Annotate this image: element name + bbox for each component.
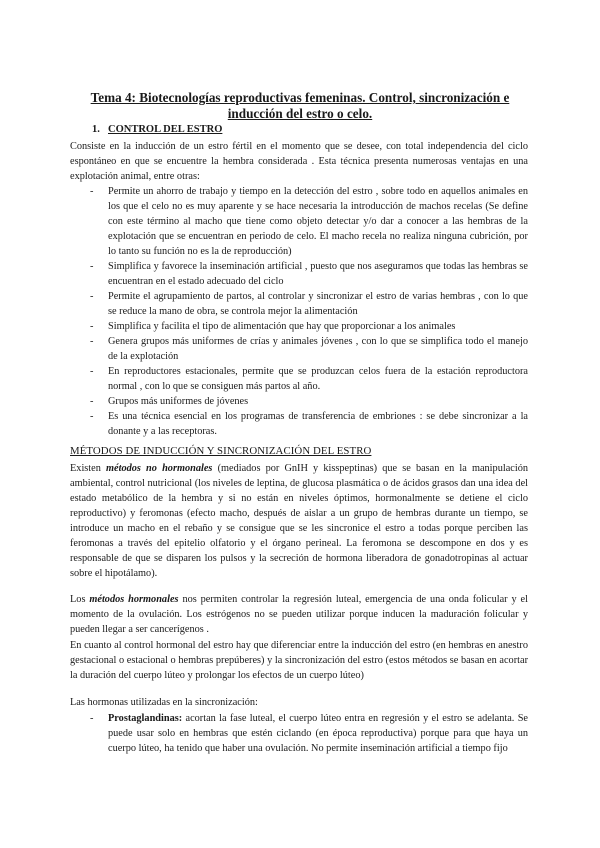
non-hormonal-paragraph: Existen métodos no hormonales (mediados por GnIH y kisspeptinas) que se basan en la manipulación ambiental, control nutricional (los niveles de leptina, de glucosa plasmática o de ácidos grasos dan una idea del estado metabólico de la hembra y si no están en niveles óptimos, hormonalmente se detiene el ciclo reproductivo) y feromonas (efecto macho, después de aislar a un grupo de hembras durante un tiempo, se introduce un macho en el rebaño y se consigue que se les sincronice el estro a todas porque perciben las feromonas a través del epitelio olfatorio y el órgano perineal. La feromona se descompone en dos y es responsable de que se disparen los pulsos y la secreción de hormona liberadora de gonadotropinas al actuar sobre el hipotálamo). (70, 463, 528, 579)
methods-heading: MÉTODOS DE INDUCCIÓN Y SINCRONIZACIÓN DEL ESTRO (70, 445, 372, 457)
hormonal-term: métodos hormonales (89, 594, 179, 605)
list-item: - Permite el agrupamiento de partos, al controlar y sincronizar el estro de varias hembras , con lo que se reduce la mano de obra, se controla mejor la alimentación (90, 291, 528, 317)
section-number: 1. (92, 124, 100, 135)
section-title: CONTROL DEL ESTRO (108, 124, 223, 135)
document-title: Tema 4: Biotecnologías reproductivas femeninas. Control, sincronización e inducción del estro o celo. (90, 90, 510, 121)
section-heading (92, 124, 222, 135)
hormones-list (90, 711, 528, 756)
list-item: - Genera grupos más uniformes de crías y animales jóvenes , con lo que se simplifica todo el manejo de la explotación (90, 336, 528, 362)
intro-paragraph: Consiste en la inducción de un estro fértil en el momento que se desee, con total independencia del ciclo espontáneo en que se encuentre la hembra considerada . Esta técnica presenta numerosas ventajas en una explotación animal, entre otras: (70, 141, 528, 182)
list-item: - Grupos más uniformes de jóvenes (90, 396, 249, 407)
advantages-list (90, 184, 528, 439)
list-item: - Permite un ahorro de trabajo y tiempo en la detección del estro , sobre todo en aquellos animales en los que el celo no es muy aparente y se hace necesaria la introducción de machos recelas (Se define con este término al macho que tiene como objeto detectar y/o dar a conocer a las hembras de la explotación que se encuentran en periodo de celo. El macho recela no realiza ninguna cubrición, por lo tanto su función no es la de reproducción) (90, 186, 528, 257)
list-item: - Prostaglandinas: acortan la fase luteal, el cuerpo lúteo entra en regresión y el estro se adelanta. Se puede usar solo en hembras que estén ciclando (en época reproductiva) porque para que haya un cuerpo lúteo, ha tenido que haber una ovulación. No permite inseminación artificial a tiempo fijo (90, 713, 528, 754)
hormonal-control-paragraph: En cuanto al control hormonal del estro hay que diferenciar entre la inducción del estro (en hembras en anestro gestacional o estacional o hembras prepúberes) y la sincronización del estro (estos métodos se basan en acortar la duración del cuerpo lúteo y prolongar los efectos de un cuerpo lúteo) (70, 640, 528, 681)
hormonal-paragraph: Los métodos hormonales nos permiten controlar la regresión luteal, emergencia de una onda folicular y el momento de la ovulación. Los estrógenos no se pueden utilizar porque inducen la maduración folicular y pueden llegar a ser cancerígenos . (70, 594, 528, 635)
hormones-intro: Las hormonas utilizadas en la sincronización: (70, 697, 258, 708)
non-hormonal-term: métodos no hormonales (106, 463, 213, 474)
list-item: - Simplifica y facilita el tipo de alimentación que hay que proporcionar a los animales (90, 321, 456, 332)
list-item: - En reproductores estacionales, permite que se produzcan celos fuera de la estación reproductora normal , con lo que se consiguen más partos al año. (90, 366, 528, 392)
prostaglandins-term: Prostaglandinas: (108, 713, 183, 724)
list-item: - Es una técnica esencial en los programas de transferencia de embriones : se debe sincronizar a la donante y a las receptoras. (90, 411, 528, 437)
list-item: - Simplifica y favorece la inseminación artificial , puesto que nos aseguramos que todas las hembras se encuentran en el estado adecuado del ciclo (90, 261, 528, 287)
